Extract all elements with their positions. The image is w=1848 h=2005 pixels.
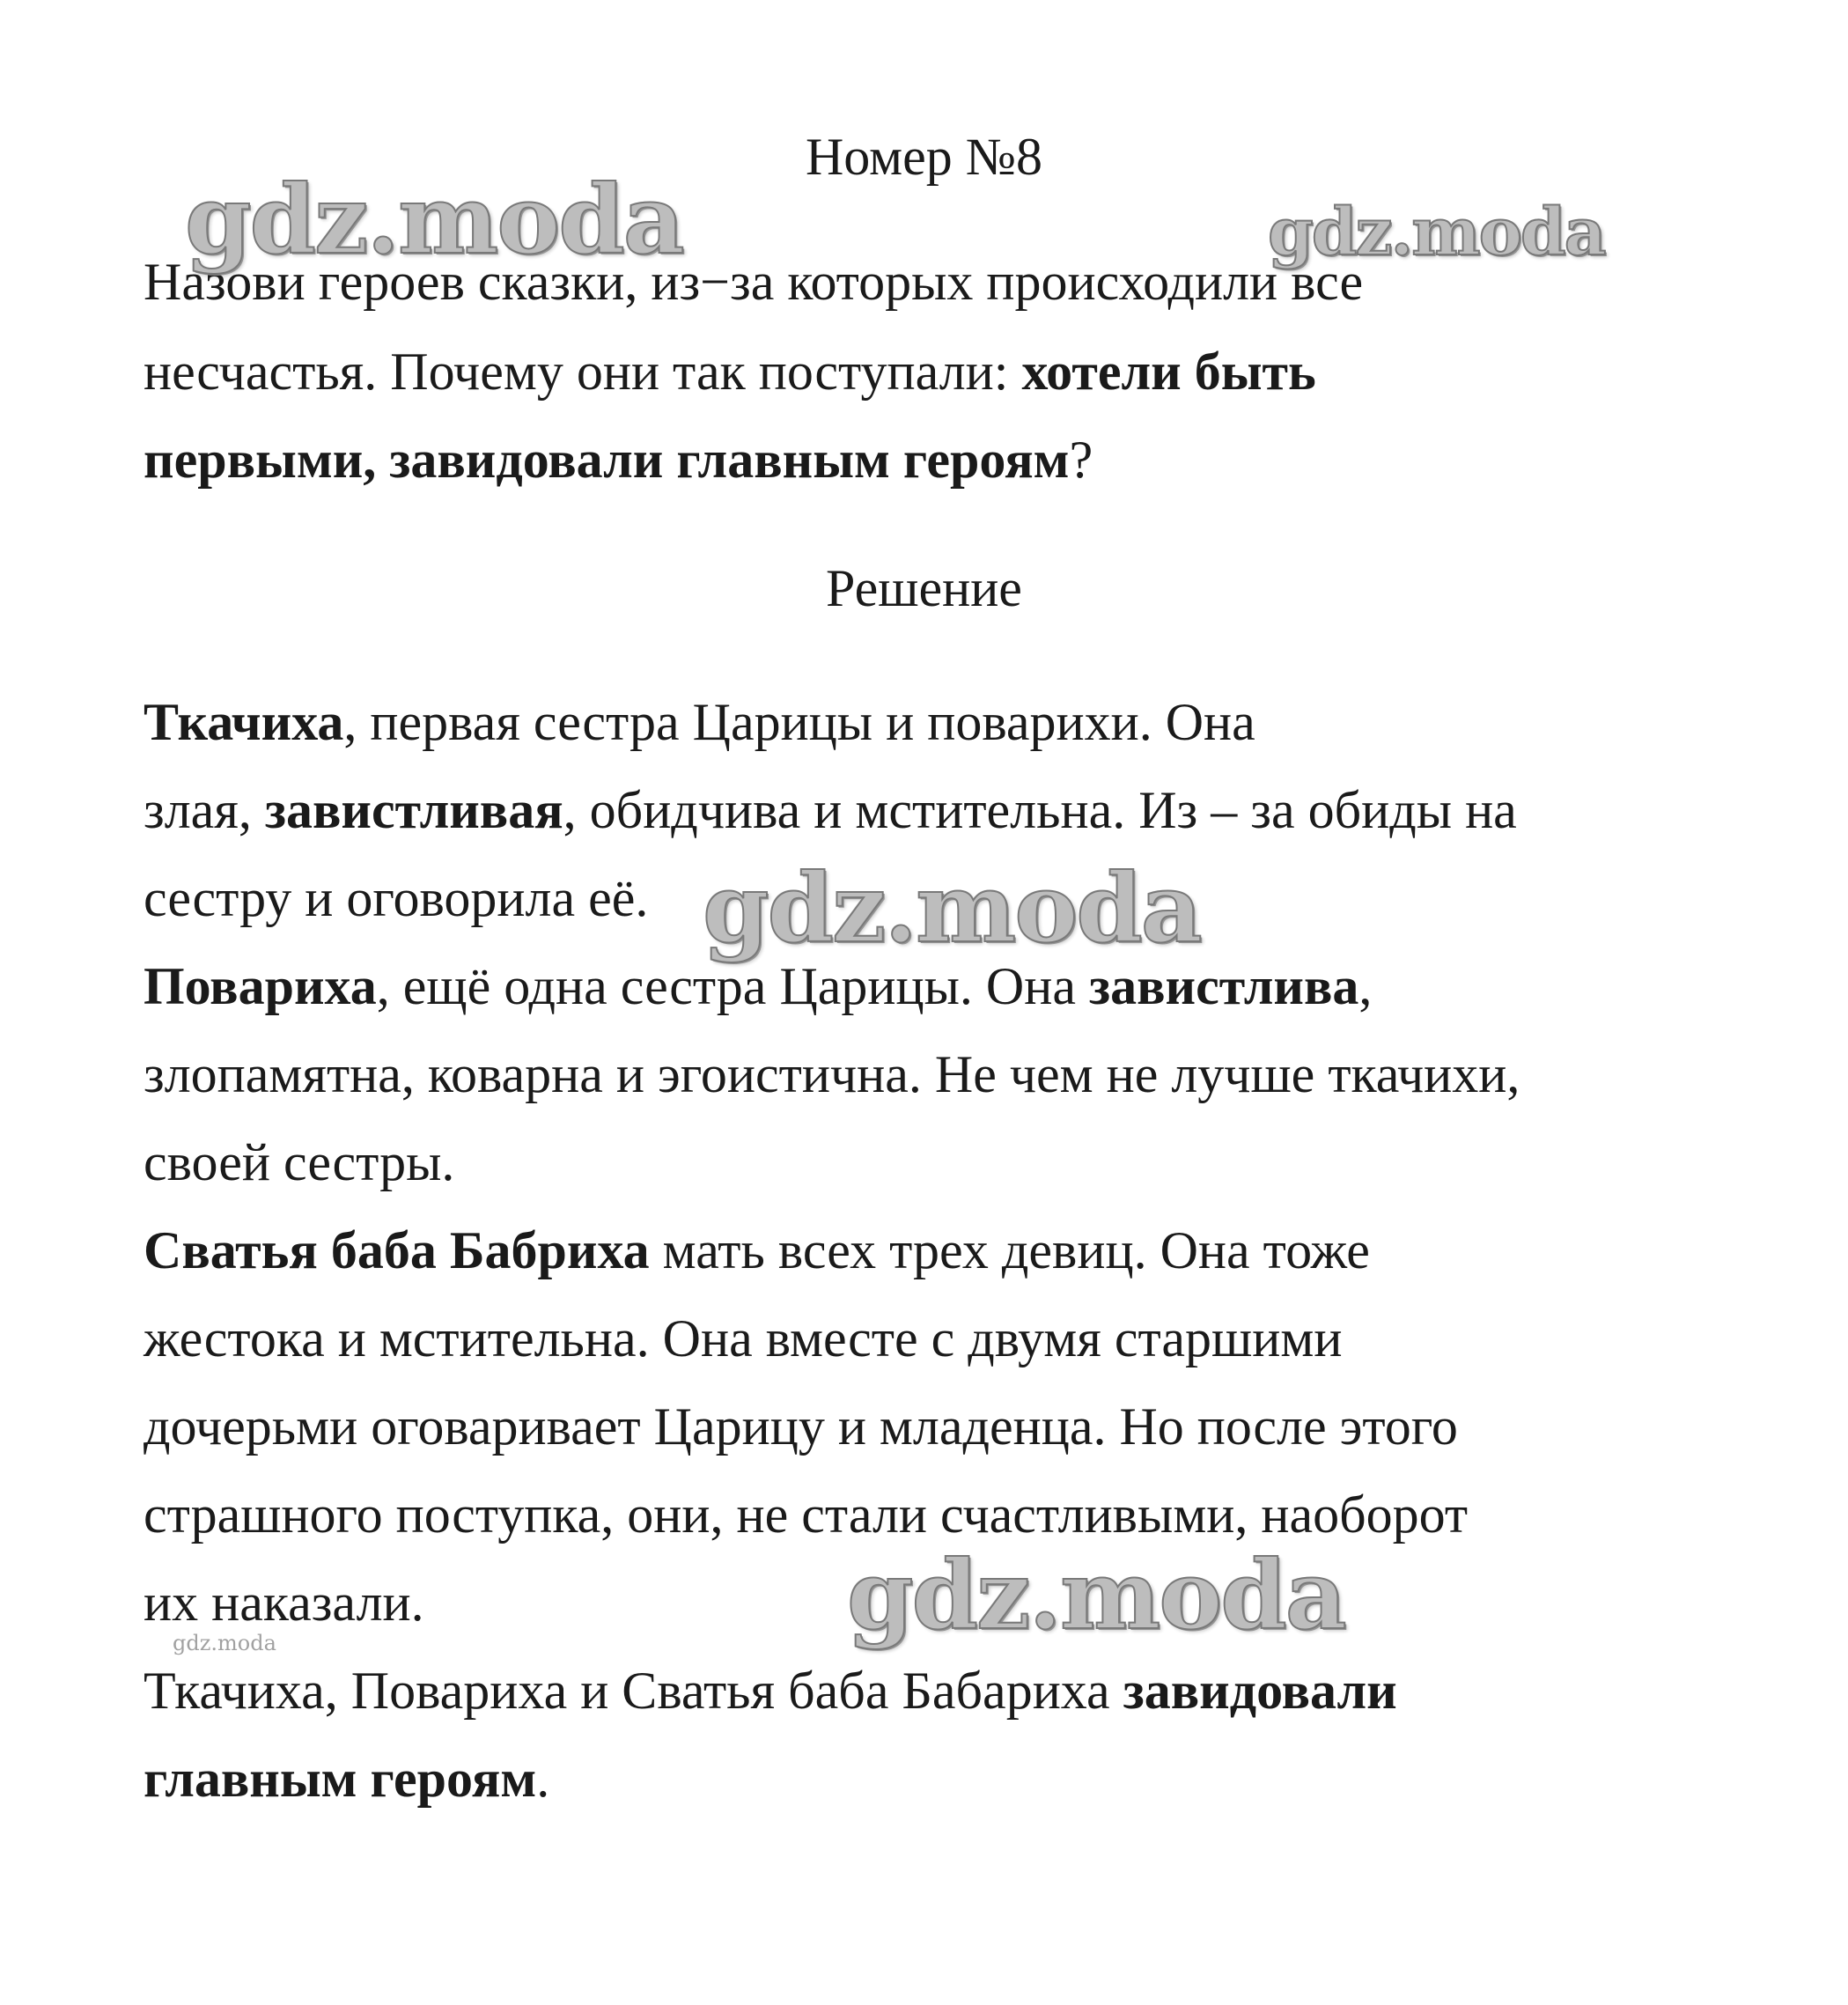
answer-text: их наказали. bbox=[144, 1574, 424, 1632]
answer-text: дочерьми оговаривает Царицу и младенца. Но после этого bbox=[144, 1397, 1458, 1456]
answer-line bbox=[144, 866, 648, 930]
answer-text: Ткачиха, Повариха и Сватья баба Бабариха bbox=[144, 1662, 1123, 1720]
answer-line bbox=[144, 1571, 424, 1634]
character-name: Ткачиха bbox=[144, 693, 344, 751]
page-title-text: Номер №8 bbox=[805, 128, 1043, 186]
answer-line bbox=[144, 778, 1517, 842]
answer-text: своей сестры. bbox=[144, 1133, 455, 1191]
answer-text: злая, bbox=[144, 781, 265, 839]
answer-line bbox=[144, 1395, 1458, 1458]
answer-line bbox=[144, 1043, 1520, 1106]
watermark-small: gdz.moda bbox=[173, 1631, 276, 1655]
solution-heading bbox=[0, 557, 1848, 620]
answer-text: , ещё одна сестра Царицы. Она bbox=[376, 957, 1090, 1015]
answer-text: страшного поступка, они, не стали счастливыми, наоборот bbox=[144, 1485, 1469, 1544]
question-text: несчастья. Почему они так поступали: bbox=[144, 343, 1022, 401]
answer-emphasis: главным героям bbox=[144, 1750, 537, 1808]
watermark-logo: gdz.moda bbox=[847, 1540, 1345, 1651]
answer-line bbox=[144, 1219, 1370, 1282]
answer-text: мать всех трех девиц. Она тоже bbox=[649, 1221, 1370, 1279]
answer-text: , bbox=[1358, 957, 1373, 1015]
answer-emphasis: завистливая bbox=[264, 781, 563, 839]
watermark-logo: gdz.moda bbox=[185, 165, 683, 276]
character-name: Повариха bbox=[144, 957, 377, 1015]
answer-line bbox=[144, 690, 1255, 754]
answer-text: жестока и мстительна. Она вместе с двумя старшими bbox=[144, 1309, 1343, 1367]
question-text: ? bbox=[1069, 431, 1093, 489]
watermark-logo: gdz.moda bbox=[703, 853, 1201, 964]
watermark-logo: gdz.moda bbox=[1268, 195, 1605, 270]
answer-text: , первая сестра Царицы и поварихи. Она bbox=[343, 693, 1255, 751]
answer-text: . bbox=[536, 1750, 550, 1808]
question-line-2 bbox=[144, 340, 1316, 403]
question-line-3 bbox=[144, 428, 1093, 491]
question-emphasis: хотели быть bbox=[1021, 343, 1316, 401]
question-text: Назови героев сказки, из−за которых происходили все bbox=[144, 253, 1364, 311]
answer-emphasis: завидовали bbox=[1123, 1662, 1397, 1720]
answer-line bbox=[144, 1659, 1397, 1722]
answer-line bbox=[144, 1307, 1342, 1370]
character-name: Сватья баба Бабриха bbox=[144, 1221, 650, 1279]
answer-line bbox=[144, 1483, 1468, 1546]
solution-heading-text: Решение bbox=[826, 559, 1022, 617]
answer-emphasis: завистлива bbox=[1089, 957, 1359, 1015]
answer-text: , обидчива и мстительна. Из – за обиды на bbox=[563, 781, 1517, 839]
answer-text: злопамятна, коварна и эгоистична. Не чем не лучше ткачихи, bbox=[144, 1045, 1520, 1103]
answer-text: сестру и оговорила её. bbox=[144, 869, 649, 927]
question-emphasis: первыми, завидовали главным героям bbox=[144, 431, 1070, 489]
answer-line bbox=[144, 1747, 549, 1810]
answer-line bbox=[144, 1131, 454, 1194]
